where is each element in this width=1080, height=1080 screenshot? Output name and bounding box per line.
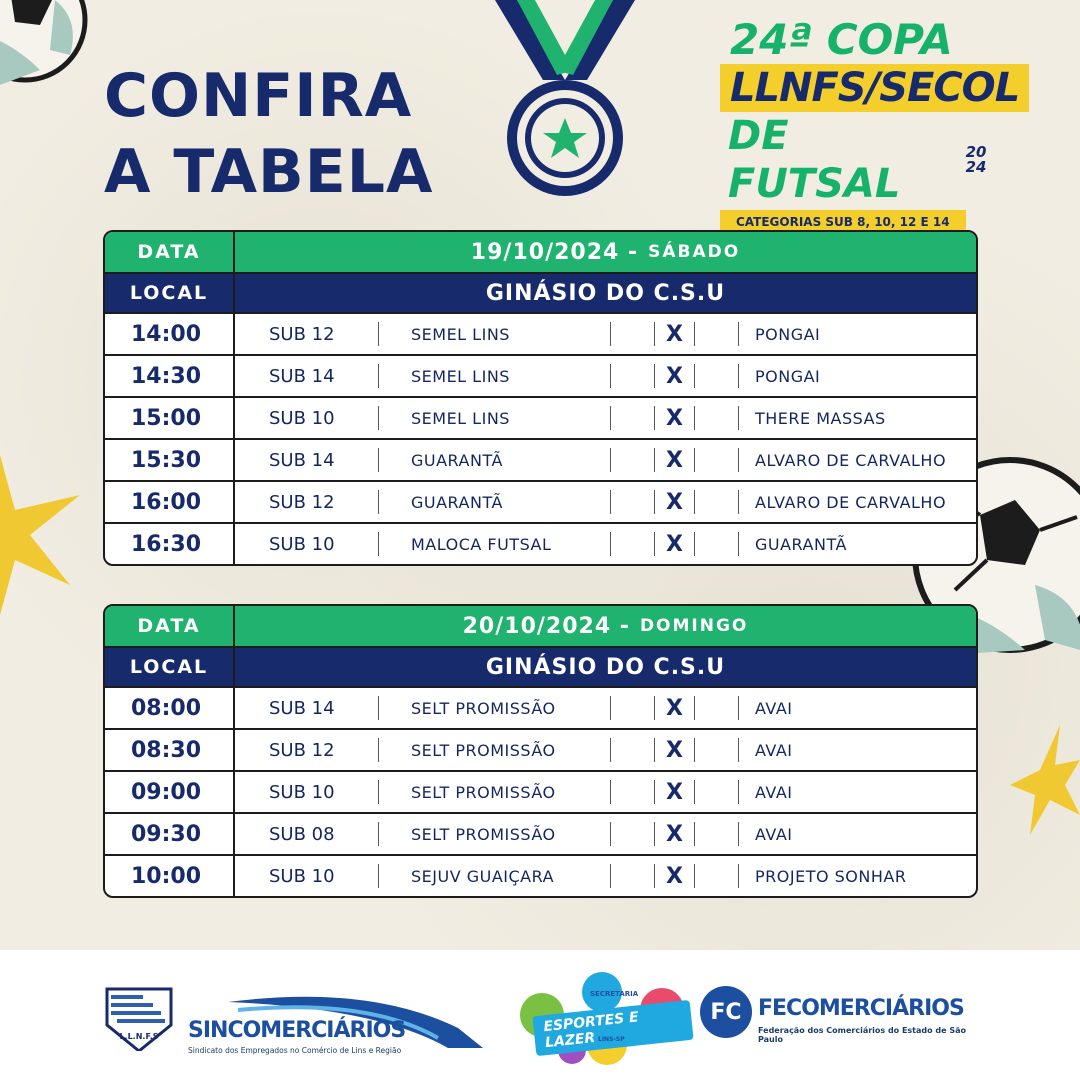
versus-mark: X: [655, 364, 695, 388]
versus-mark: X: [655, 696, 695, 720]
cup-line-2: LLNFS/SECOL: [720, 64, 1029, 112]
match-time: 10:00: [105, 856, 235, 896]
spacer: [611, 738, 655, 762]
match-row: [105, 812, 976, 854]
match-category: SUB 12: [235, 490, 379, 514]
spacer: [611, 364, 655, 388]
home-team: SELT PROMISSÃO: [379, 738, 611, 762]
match-time: 08:00: [105, 688, 235, 728]
title-line-1: CONFIRA: [104, 61, 413, 131]
match-list: [105, 312, 976, 564]
versus-mark: X: [655, 322, 695, 346]
home-team: GUARANTÃ: [379, 448, 611, 472]
spacer: [611, 448, 655, 472]
spacer: [695, 448, 739, 472]
home-team: MALOCA FUTSAL: [379, 532, 611, 556]
spacer: [695, 780, 739, 804]
versus-mark: X: [655, 490, 695, 514]
versus-mark: X: [655, 822, 695, 846]
title-line-2: A TABELA: [104, 137, 434, 207]
schedule-table-day1: [103, 230, 978, 566]
spacer: [695, 406, 739, 430]
fec-mark-icon: FC: [700, 986, 752, 1038]
match-row: [105, 686, 976, 728]
local-value: GINÁSIO DO C.S.U: [485, 280, 726, 306]
match-time: 16:00: [105, 482, 235, 522]
match-category: SUB 10: [235, 864, 379, 888]
spacer: [611, 864, 655, 888]
versus-mark: X: [655, 864, 695, 888]
away-team: GUARANTÃ: [755, 534, 847, 554]
match-row: [105, 354, 976, 396]
spacer: [611, 532, 655, 556]
spacer: [611, 696, 655, 720]
spacer: [611, 322, 655, 346]
match-row: [105, 522, 976, 564]
home-team: SEJUV GUAIÇARA: [379, 864, 611, 888]
sinc-name: [188, 1018, 405, 1043]
page-title: [104, 58, 433, 210]
spacer: [695, 696, 739, 720]
match-category: SUB 12: [235, 322, 379, 346]
esportes-badge: ESPORTES E LAZER: [532, 1000, 693, 1056]
away-team: AVAI: [755, 824, 793, 844]
local-row: [105, 646, 976, 686]
schedule-table-day2: [103, 604, 978, 898]
weekday-text: SÁBADO: [648, 242, 741, 262]
match-category: SUB 08: [235, 822, 379, 846]
cup-line-3-text: DE FUTSAL: [728, 113, 901, 207]
match-row: [105, 480, 976, 522]
away-team: AVAI: [755, 740, 793, 760]
away-team: PONGAI: [755, 324, 821, 344]
home-team: SELT PROMISSÃO: [379, 696, 611, 720]
date-text: 19/10/2024 -: [470, 239, 639, 265]
sinc-name-b: COMERCIÁRIOS: [227, 1018, 406, 1043]
match-time: 14:30: [105, 356, 235, 396]
weekday-text: DOMINGO: [639, 616, 749, 636]
sinc-name-a: SIN: [188, 1018, 228, 1043]
sponsor-footer: [0, 950, 1080, 1080]
match-time: 15:00: [105, 398, 235, 438]
match-time: 14:00: [105, 314, 235, 354]
match-row: [105, 396, 976, 438]
match-row: [105, 854, 976, 896]
data-label: DATA: [105, 606, 235, 646]
spacer: [611, 406, 655, 430]
fecomerciarios-logo: [700, 986, 980, 1056]
versus-mark: X: [655, 780, 695, 804]
llnfs-text: L.L.N.F.S: [119, 1032, 159, 1041]
data-label: DATA: [105, 232, 235, 272]
fec-name: FECOMERCIÁRIOS: [758, 996, 964, 1021]
categories-badge: CATEGORIAS SUB 8, 10, 12 E 14: [720, 210, 966, 234]
away-team: PONGAI: [755, 366, 821, 386]
versus-mark: X: [655, 406, 695, 430]
soccer-ball-icon: [0, 0, 90, 95]
cup-year: [966, 145, 990, 175]
cup-year-bottom: 24: [965, 158, 987, 176]
spacer: [695, 322, 739, 346]
spacer: [695, 490, 739, 514]
spacer: [611, 780, 655, 804]
versus-mark: X: [655, 738, 695, 762]
spacer: [695, 364, 739, 388]
date-value: [235, 232, 976, 272]
home-team: SEMEL LINS: [379, 364, 611, 388]
spacer: [611, 490, 655, 514]
spacer: [695, 864, 739, 888]
home-team: SELT PROMISSÃO: [379, 780, 611, 804]
away-team: ALVARO DE CARVALHO: [755, 450, 947, 470]
esportes-city: LINS-SP: [598, 1036, 625, 1043]
match-category: SUB 10: [235, 532, 379, 556]
match-category: SUB 10: [235, 406, 379, 430]
match-category: SUB 14: [235, 448, 379, 472]
match-time: 09:00: [105, 772, 235, 812]
match-category: SUB 10: [235, 780, 379, 804]
away-team: AVAI: [755, 698, 793, 718]
versus-mark: X: [655, 448, 695, 472]
match-category: SUB 14: [235, 364, 379, 388]
match-list: [105, 686, 976, 896]
match-row: [105, 770, 976, 812]
spacer: [695, 822, 739, 846]
local-label: LOCAL: [105, 274, 235, 312]
spacer: [611, 822, 655, 846]
local-value: GINÁSIO DO C.S.U: [485, 654, 726, 680]
star-burst-icon: [1010, 725, 1080, 835]
date-row: [105, 232, 976, 272]
spacer: [695, 532, 739, 556]
esportes-lazer-logo: [512, 970, 692, 1065]
esportes-secretaria: SECRETARIA: [590, 990, 639, 998]
sinc-subtitle: Sindicato dos Empregados no Comércio de Lins e Região: [188, 1046, 402, 1055]
match-category: SUB 12: [235, 738, 379, 762]
local-label: LOCAL: [105, 648, 235, 686]
versus-mark: X: [655, 532, 695, 556]
spacer: [695, 738, 739, 762]
fec-subtitle: Federação dos Comerciários do Estado de São Paulo: [758, 1026, 966, 1044]
away-team: ALVARO DE CARVALHO: [755, 492, 947, 512]
cup-line-3: [728, 112, 990, 208]
match-time: 08:30: [105, 730, 235, 770]
match-row: [105, 438, 976, 480]
date-row: [105, 606, 976, 646]
date-text: 20/10/2024 -: [462, 613, 630, 639]
date-value: [235, 606, 976, 646]
away-team: AVAI: [755, 782, 793, 802]
match-row: [105, 728, 976, 770]
match-category: SUB 14: [235, 696, 379, 720]
match-time: 09:30: [105, 814, 235, 854]
home-team: GUARANTÃ: [379, 490, 611, 514]
star-burst-icon: [0, 455, 90, 615]
away-team: PROJETO SONHAR: [755, 866, 907, 886]
cup-logo: [720, 15, 1020, 234]
match-time: 16:30: [105, 524, 235, 564]
sincomerciarios-logo: [188, 988, 488, 1058]
local-row: [105, 272, 976, 312]
llnfs-shield-logo: [103, 985, 175, 1051]
cup-line-1: 24ª COPA: [730, 15, 953, 64]
away-team: THERE MASSAS: [755, 408, 886, 428]
home-team: SELT PROMISSÃO: [379, 822, 611, 846]
cup-year-top: 20: [965, 143, 987, 161]
home-team: SEMEL LINS: [379, 406, 611, 430]
home-team: SEMEL LINS: [379, 322, 611, 346]
match-row: [105, 312, 976, 354]
medal-icon: [495, 0, 635, 205]
match-time: 15:30: [105, 440, 235, 480]
